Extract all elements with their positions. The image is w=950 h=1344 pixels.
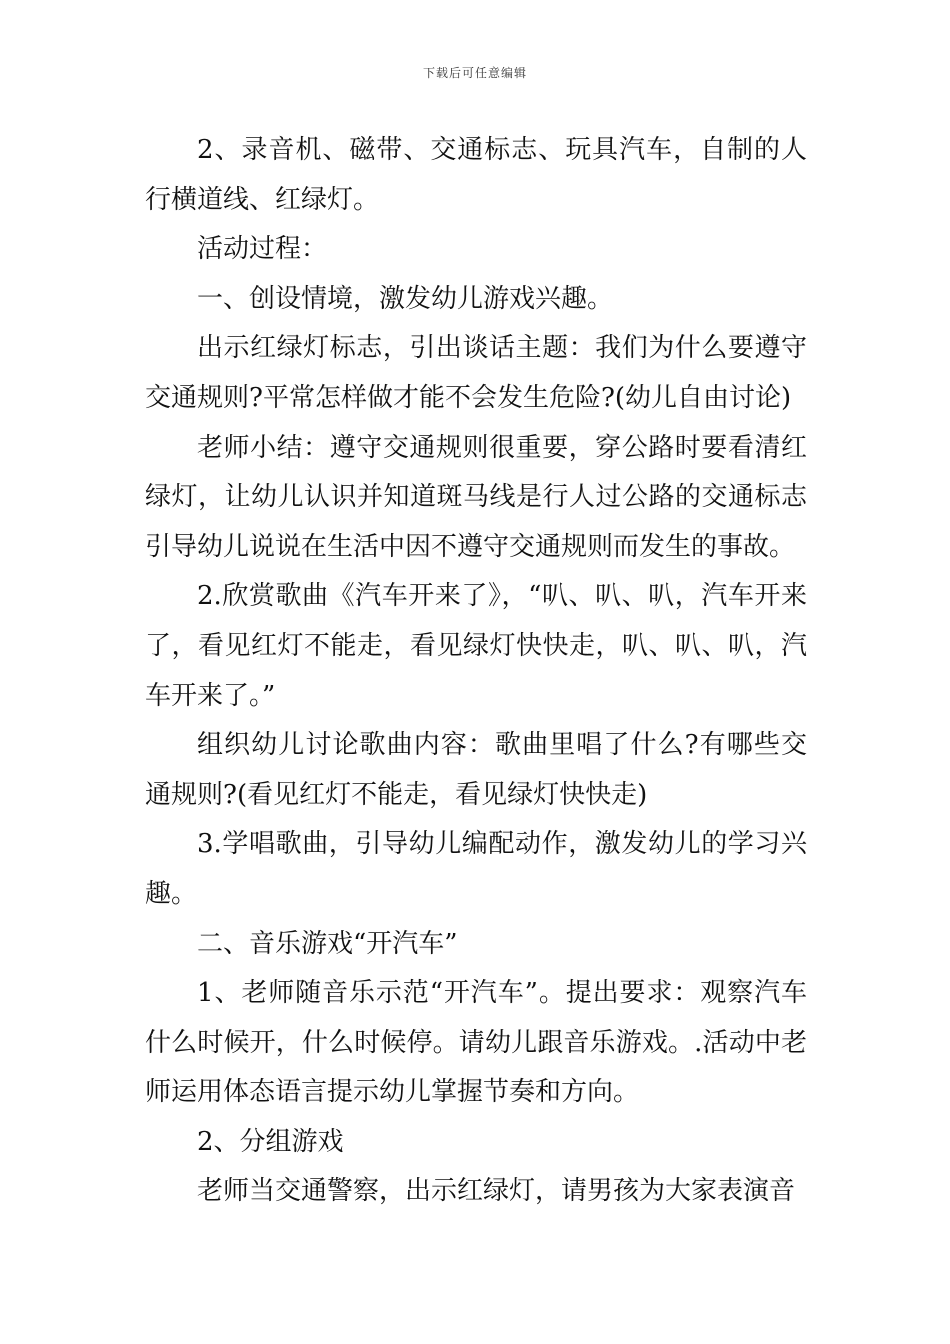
paragraph-section-one-heading: 一、创设情境，激发幼儿游戏兴趣。 — [197, 283, 614, 314]
paragraph-process-heading: 活动过程： — [197, 234, 328, 265]
paragraph-song-discussion: 组织幼儿讨论歌曲内容：歌曲里唱了什么?有哪些交通规则?(看见红灯不能走，看见绿灯快快走) — [145, 730, 807, 810]
paragraph-traffic-light-intro: 出示红绿灯标志，引出谈话主题：我们为什么要遵守交通规则?平常怎样做才能不会发生危险?(幼儿自由讨论) — [145, 333, 807, 413]
page-header: 下载后可任意编辑 — [422, 66, 527, 80]
document-body — [145, 126, 807, 1217]
paragraph-song-appreciation: 2.欣赏歌曲《汽车开来了》，“叭、叭、叭，汽车开来了，看见红灯不能走，看见绿灯快快走，叭、叭、叭，汽车开来了。” — [145, 581, 807, 711]
paragraph-traffic-police: 老师当交通警察，出示红绿灯，请男孩为大家表演音 — [197, 1176, 796, 1207]
paragraph-teacher-summary: 老师小结：遵守交通规则很重要，穿公路时要看清红绿灯，让幼儿认识并知道斑马线是行人过公路的交通标志引导幼儿说说在生活中因不遵守交通规则而发生的事故。 — [145, 432, 807, 562]
paragraph-materials: 2、录音机、磁带、交通标志、玩具汽车，自制的人行横道线、红绿灯。 — [145, 135, 807, 215]
paragraph-teacher-demo: 1、老师随音乐示范“开汽车”。提出要求：观察汽车什么时候开，什么时候停。请幼儿跟音乐游戏。.活动中老师运用体态语言提示幼儿掌握节奏和方向。 — [145, 978, 807, 1108]
paragraph-learn-song: 3.学唱歌曲，引导幼儿编配动作，激发幼儿的学习兴趣。 — [145, 829, 807, 909]
paragraph-section-two-heading: 二、音乐游戏“开汽车” — [197, 928, 458, 959]
paragraph-group-game: 2、分组游戏 — [197, 1126, 344, 1157]
